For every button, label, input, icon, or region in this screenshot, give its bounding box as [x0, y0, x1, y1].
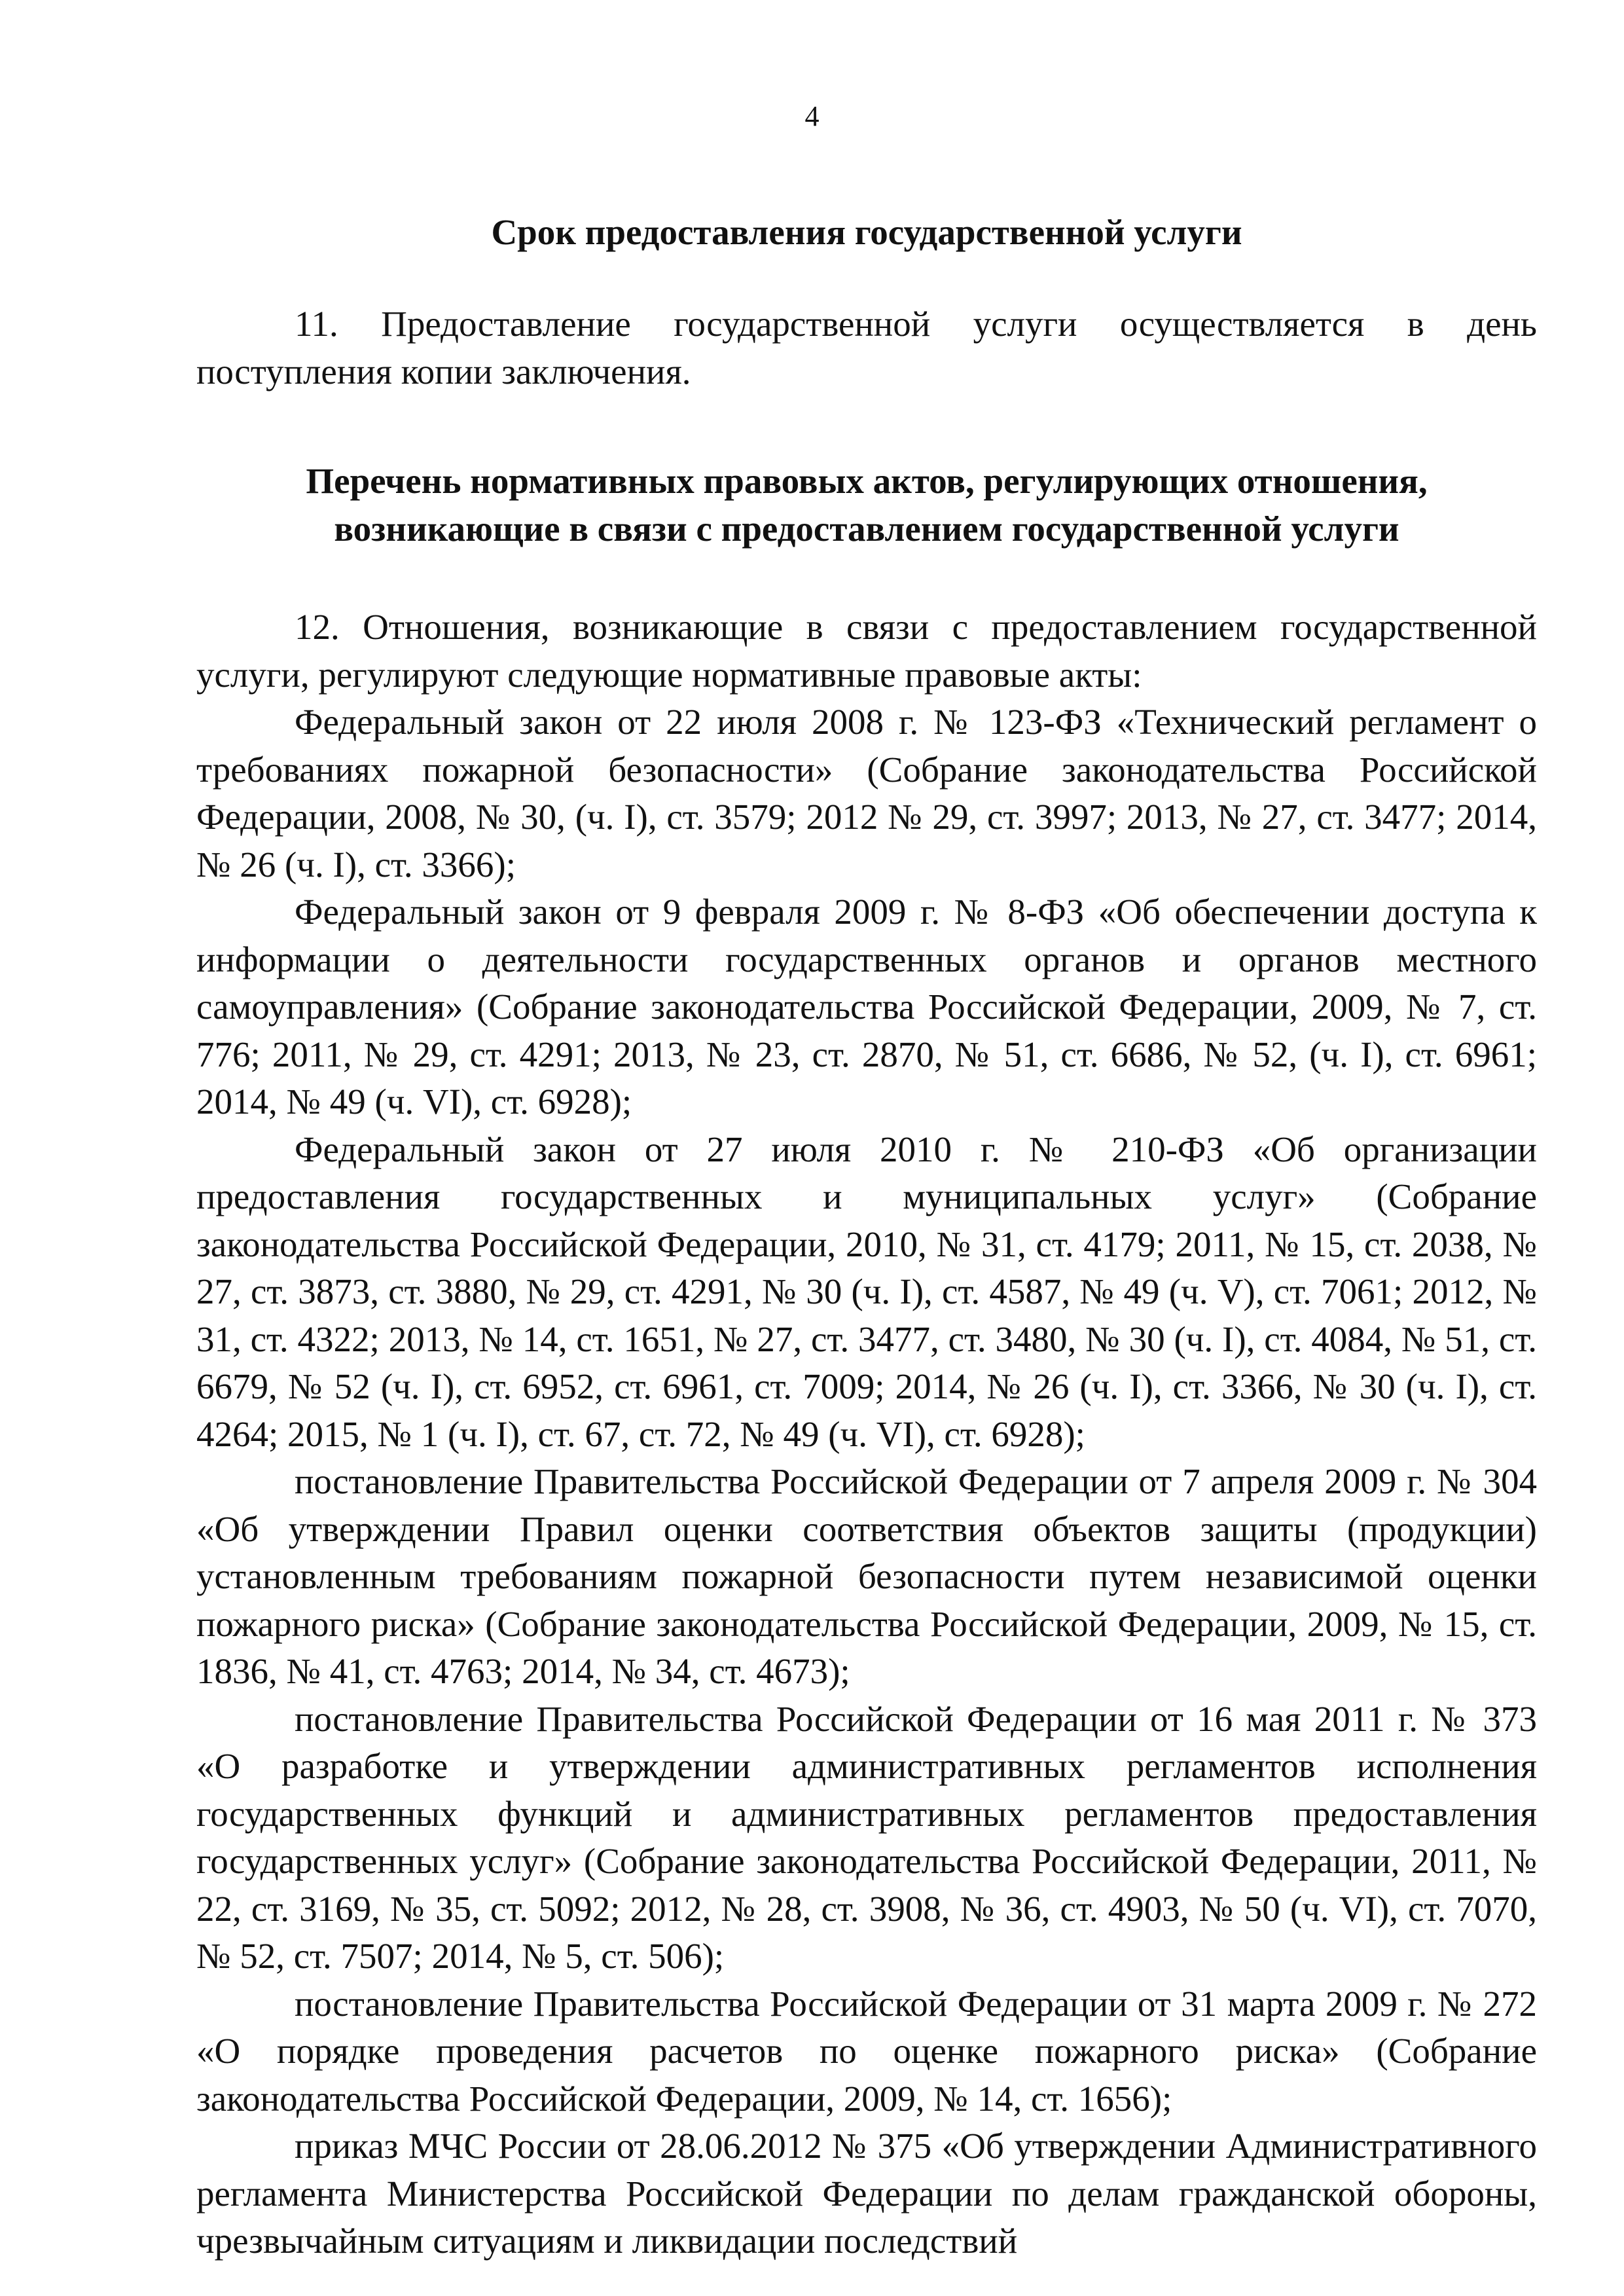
legal-act-item: постановление Правительства Российской Федерации от 31 марта 2009 г. № 272 «О порядке проведения расчетов по оценке пожарного риска» (Собрание законодательства Российской Федерации, 2009, № 14, ст. 1656);	[196, 1983, 1537, 2119]
legal-act-item: Федеральный закон от 27 июля 2010 г. № 210-ФЗ «Об организации предоставления государственных и муниципальных услуг» (Собрание законодательства Российской Федерации, 2010, № 31, ст. 4179; 2011, № 15, ст. 2038, № 27, ст. 3873, ст. 3880, № 29, ст. 4291, № 30 (ч. I), ст. 4587, № 49 (ч. V), ст. 7061; 2012, № 31, ст. 4322; 2013, № 14, ст. 1651, № 27, ст. 3477, ст. 3480, № 30 (ч. I), ст. 4084, № 51, ст. 6679, № 52 (ч. I), ст. 6952, ст. 6961, ст. 7009; 2014, № 26 (ч. I), ст. 3366, № 30 (ч. I), ст. 4264; 2015, № 1 (ч. I), ст. 67, ст. 72, № 49 (ч. VI), ст. 6928);	[196, 1129, 1537, 1454]
section-heading-legal-acts	[196, 457, 1537, 553]
document-body	[196, 208, 1537, 2265]
legal-act-item: постановление Правительства Российской Федерации от 7 апреля 2009 г. № 304 «Об утверждении Правил оценки соответствия объектов защиты (продукции) установленным требованиям пожарной безопасности путем независимой оценки пожарного риска» (Собрание законодательства Российской Федерации, 2009, № 15, ст. 1836, № 41, ст. 4763; 2014, № 34, ст. 4673);	[196, 1461, 1537, 1691]
legal-act-item: постановление Правительства Российской Федерации от 16 мая 2011 г. № 373 «О разработке и утверждении административных регламентов исполнения государственных функций и административных регламентов предоставления государственных услуг» (Собрание законодательства Российской Федерации, 2011, № 22, ст. 3169, № 35, ст. 5092; 2012, № 28, ст. 3908, № 36, ст. 4903, № 50 (ч. VI), ст. 7070, № 52, ст. 7507; 2014, № 5, ст. 506);	[196, 1698, 1537, 1976]
section-heading-line-1: Перечень нормативных правовых актов, регулирующих отношения,	[306, 461, 1428, 501]
section-heading-line-2: возникающие в связи с предоставлением государственной услуги	[334, 509, 1399, 549]
legal-act-item: Федеральный закон от 9 февраля 2009 г. № 8-ФЗ «Об обеспечении доступа к информации о деятельности государственных органов и органов местного самоуправления» (Собрание законодательства Российской Федерации, 2009, № 7, ст. 776; 2011, № 29, ст. 4291; 2013, № 23, ст. 2870, № 51, ст. 6686, № 52, (ч. I), ст. 6961; 2014, № 49 (ч. VI), ст. 6928);	[196, 892, 1537, 1121]
paragraph-12: 12. Отношения, возникающие в связи с предоставлением государственной услуги, регулируют следующие нормативные правовые акты:	[196, 607, 1537, 695]
page-number: 4	[804, 100, 820, 132]
paragraph-11: 11. Предоставление государственной услуги осуществляется в день поступления копии заключения.	[196, 304, 1537, 392]
legal-act-item: приказ МЧС России от 28.06.2012 № 375 «Об утверждении Административного регламента Министерства Российской Федерации по делам гражданской обороны, чрезвычайным ситуациям и ликвидации последствий	[196, 2126, 1537, 2261]
legal-act-item: Федеральный закон от 22 июля 2008 г. № 123-ФЗ «Технический регламент о требованиях пожарной безопасности» (Собрание законодательства Российской Федерации, 2008, № 30, (ч. I), ст. 3579; 2012 № 29, ст. 3997; 2013, № 27, ст. 3477; 2014, № 26 (ч. I), ст. 3366);	[196, 702, 1537, 884]
section-heading-service-term: Срок предоставления государственной услуги	[491, 212, 1242, 252]
